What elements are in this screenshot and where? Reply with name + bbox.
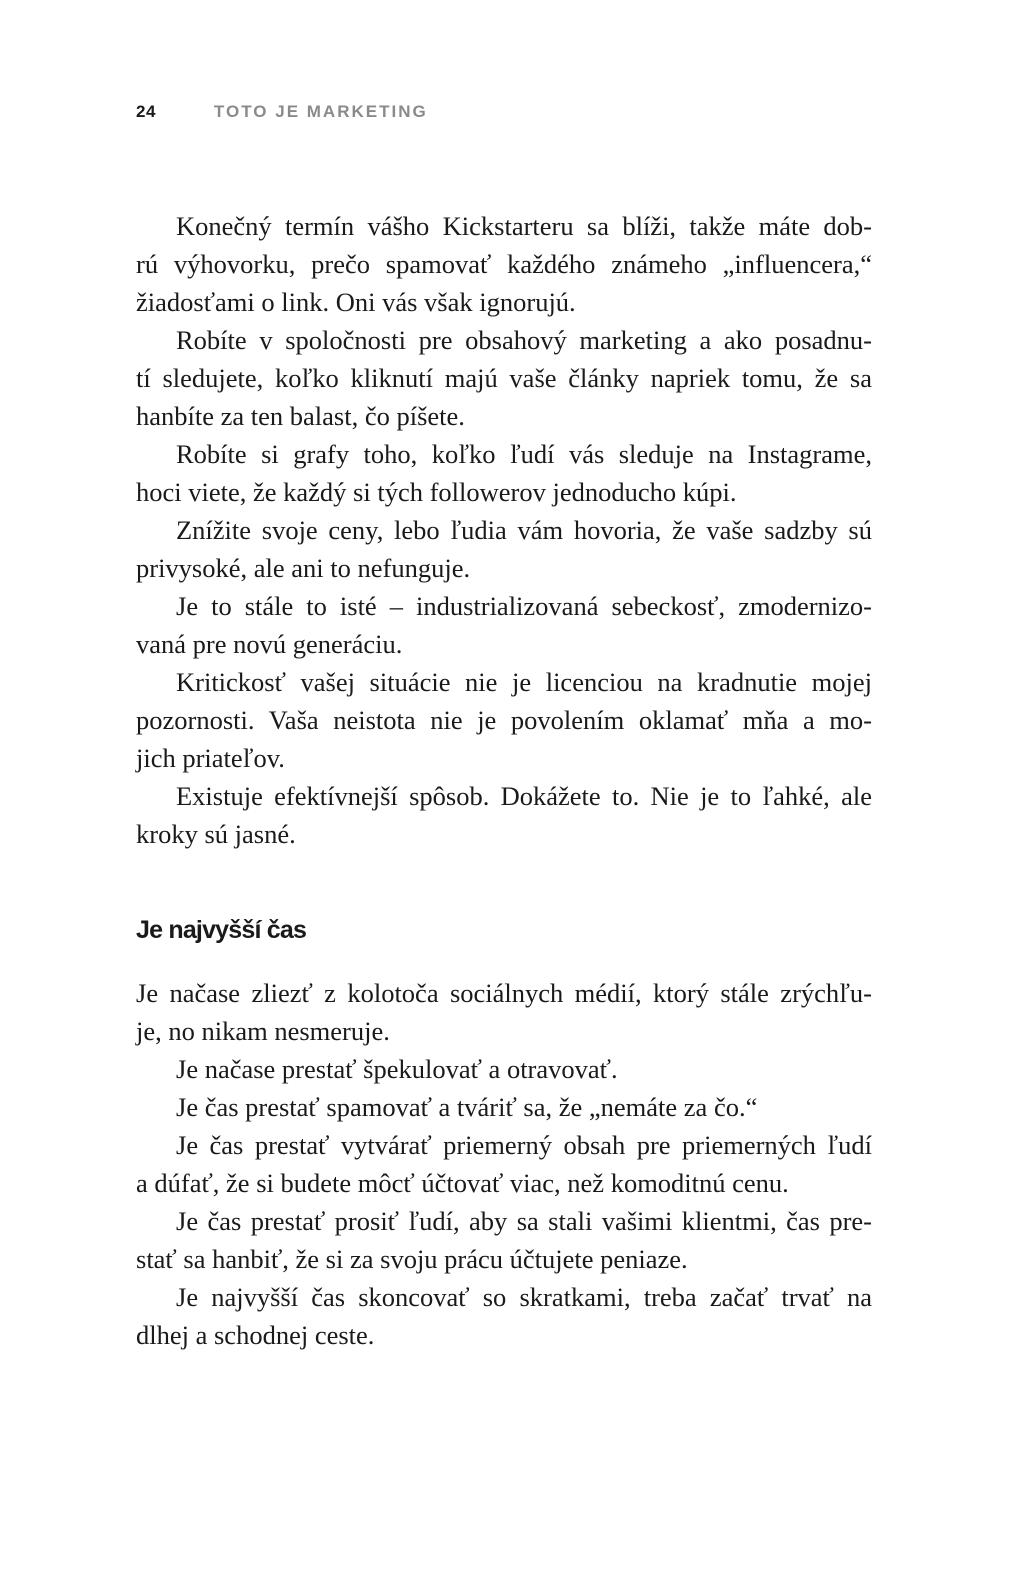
paragraph-line: Je čas prestať spamovať a tváriť sa, že „nemáte za čo.“ bbox=[176, 1092, 758, 1122]
paragraph-line: Je čas prestať vytvárať priemerný obsah pre priemerných ľudí bbox=[176, 1130, 872, 1160]
paragraph-line: Je načase zliezť z kolotoča sociálnych médií, ktorý stále zrýchľu- bbox=[136, 978, 872, 1008]
paragraph-line: stať sa hanbiť, že si za svoju prácu účtujete peniaze. bbox=[136, 1244, 688, 1274]
paragraph-line: Robíte si grafy toho, koľko ľudí vás sleduje na Instagrame, bbox=[176, 439, 872, 469]
page-number: 24 bbox=[136, 102, 156, 121]
running-title: TOTO JE MARKETING bbox=[213, 102, 428, 121]
body-text-section-1 bbox=[136, 207, 872, 853]
paragraph-line: Je to stále to isté – industrializovaná sebeckosť, zmodernizo- bbox=[176, 591, 872, 621]
paragraph-line: dlhej a schodnej ceste. bbox=[136, 1320, 375, 1350]
paragraph-line: Kritickosť vašej situácie nie je licenciou na kradnutie mojej bbox=[176, 667, 872, 697]
paragraph-line: Je najvyšší čas skoncovať so skratkami, treba začať trvať na bbox=[176, 1282, 872, 1312]
paragraph-line: rú výhovorku, prečo spamovať každého známeho „influencera,“ bbox=[136, 249, 872, 279]
body-text-section-2 bbox=[136, 974, 872, 1354]
section-heading: Je najvyšší čas bbox=[136, 916, 307, 944]
paragraph-line: jich priateľov. bbox=[136, 743, 285, 773]
paragraph-line: Robíte v spoločnosti pre obsahový marketing a ako posadnu- bbox=[176, 325, 872, 355]
paragraph-line: privysoké, ale ani to nefunguje. bbox=[136, 553, 471, 583]
paragraph-line: Je čas prestať prosiť ľudí, aby sa stali vašimi klientmi, čas pre- bbox=[176, 1206, 872, 1236]
paragraph-line: Znížite svoje ceny, lebo ľudia vám hovoria, že vaše sadzby sú bbox=[176, 515, 872, 545]
paragraph-line: Konečný termín vášho Kickstarteru sa blíži, takže máte dob- bbox=[176, 211, 872, 241]
paragraph-line: Je načase prestať špekulovať a otravovať. bbox=[176, 1054, 618, 1084]
paragraph-line: pozornosti. Vaša neistota nie je povolením oklamať mňa a mo- bbox=[136, 705, 872, 735]
running-head bbox=[136, 100, 428, 124]
paragraph-line: žiadosťami o link. Oni vás však ignorujú. bbox=[136, 287, 576, 317]
paragraph-line: hanbíte za ten balast, čo píšete. bbox=[136, 401, 465, 431]
paragraph-line: a dúfať, že si budete môcť účtovať viac, než komoditnú cenu. bbox=[136, 1168, 789, 1198]
paragraph-line: vaná pre novú generáciu. bbox=[136, 629, 403, 659]
paragraph-line: tí sledujete, koľko kliknutí majú vaše články napriek tomu, že sa bbox=[136, 363, 872, 393]
paragraph-line: hoci viete, že každý si tých followerov jednoducho kúpi. bbox=[136, 477, 737, 507]
paragraph-line: Existuje efektívnejší spôsob. Dokážete to. Nie je to ľahké, ale bbox=[176, 781, 872, 811]
paragraph-line: kroky sú jasné. bbox=[136, 819, 296, 849]
paragraph-line: je, no nikam nesmeruje. bbox=[136, 1016, 390, 1046]
